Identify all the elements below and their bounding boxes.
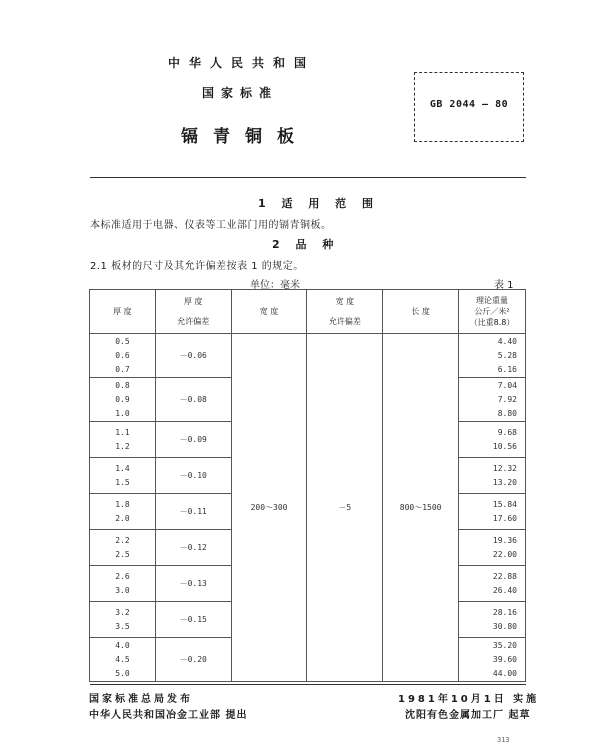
- issuer: 国家标准总局发布: [89, 694, 193, 705]
- thickness-deviation-cell: －0.10: [155, 458, 231, 494]
- thickness-value: 0.5: [115, 336, 130, 346]
- weight-cell: [459, 458, 526, 494]
- header-width: 宽 度: [231, 290, 307, 334]
- weight-value: 22.00: [492, 549, 517, 559]
- header-thickness-deviation: 厚 度 允许偏差: [155, 290, 231, 334]
- weight-value: 5.28: [497, 350, 517, 360]
- thickness-deviation-cell: －0.20: [155, 638, 231, 682]
- top-divider: [90, 177, 526, 178]
- weight-value: 7.04: [497, 380, 517, 390]
- weight-value: 12.32: [492, 463, 517, 473]
- thickness-deviation-cell: －0.08: [155, 378, 231, 422]
- length-cell: 800～1500: [383, 334, 459, 682]
- standard-type: 国家标准: [202, 86, 279, 100]
- weight-value: 35.20: [492, 640, 517, 650]
- thickness-value: 0.9: [115, 394, 130, 404]
- weight-value: 4.40: [497, 336, 517, 346]
- weight-cell: [459, 638, 526, 682]
- section-1-text: 本标准适用于电器、仪表等工业部门用的镉青铜板。: [90, 220, 332, 231]
- thickness-deviation-cell: －0.12: [155, 530, 231, 566]
- thickness-value: 0.8: [115, 380, 130, 390]
- thickness-cell: [90, 378, 156, 422]
- thickness-value: 0.6: [115, 350, 130, 360]
- width-deviation-cell: －5: [307, 334, 383, 682]
- thickness-value: 1.0: [115, 408, 130, 418]
- effective-date: 1981年10月1日 实施: [398, 694, 540, 705]
- section-2-text: 2.1 板材的尺寸及其允许偏差按表 1 的规定。: [90, 261, 304, 272]
- table-row: [90, 334, 526, 378]
- weight-value: 30.80: [492, 621, 517, 631]
- header-length: 长 度: [383, 290, 459, 334]
- weight-value: 39.60: [492, 654, 517, 664]
- thickness-deviation-cell: －0.06: [155, 334, 231, 378]
- proposer: 中华人民共和国冶金工业部 提出: [89, 710, 248, 721]
- thickness-value: 1.1: [115, 427, 130, 437]
- thickness-deviation-cell: －0.09: [155, 422, 231, 458]
- header-thickness: 厚 度: [90, 290, 156, 334]
- header-width-deviation: 宽 度 允许偏差: [307, 290, 383, 334]
- table-label: 表 1: [494, 280, 514, 291]
- weight-value: 10.56: [492, 441, 517, 451]
- thickness-value: 2.6: [115, 571, 130, 581]
- weight-cell: [459, 566, 526, 602]
- weight-value: 22.88: [492, 571, 517, 581]
- thickness-value: 1.4: [115, 463, 130, 473]
- weight-cell: [459, 494, 526, 530]
- weight-value: 13.20: [492, 477, 517, 487]
- section-2-heading: 2 品 种: [272, 238, 340, 251]
- weight-cell: [459, 602, 526, 638]
- section-1-heading: 1 适 用 范 围: [258, 197, 379, 210]
- thickness-value: 1.8: [115, 499, 130, 509]
- thickness-value: 3.2: [115, 607, 130, 617]
- thickness-cell: [90, 458, 156, 494]
- weight-value: 8.80: [497, 408, 517, 418]
- thickness-cell: [90, 602, 156, 638]
- weight-value: 7.92: [497, 394, 517, 404]
- weight-value: 26.40: [492, 585, 517, 595]
- weight-cell: [459, 378, 526, 422]
- drafter: 沈阳有色金属加工厂 起草: [405, 710, 531, 721]
- thickness-value: 0.7: [115, 364, 130, 374]
- thickness-value: 1.5: [115, 477, 130, 487]
- weight-value: 9.68: [497, 427, 517, 437]
- weight-value: 17.60: [492, 513, 517, 523]
- thickness-deviation-cell: －0.11: [155, 494, 231, 530]
- thickness-deviation-cell: －0.13: [155, 566, 231, 602]
- header-weight: 理论重量 公斤／米² （比重8.8）: [459, 290, 526, 334]
- thickness-cell: [90, 494, 156, 530]
- bottom-divider: [90, 684, 526, 685]
- weight-value: 15.84: [492, 499, 517, 509]
- standard-code: GB 2044 — 80: [429, 99, 509, 110]
- thickness-value: 3.0: [115, 585, 130, 595]
- weight-value: 44.00: [492, 668, 517, 678]
- thickness-value: 2.5: [115, 549, 130, 559]
- table-unit: 单位：毫米: [250, 280, 300, 291]
- standard-code-box: [414, 72, 524, 142]
- thickness-cell: [90, 530, 156, 566]
- weight-cell: [459, 422, 526, 458]
- width-cell: 200～300: [231, 334, 307, 682]
- document-title: 镉青铜板: [181, 127, 309, 147]
- page-number: 313: [497, 736, 510, 744]
- thickness-cell: [90, 638, 156, 682]
- table-header-row: [90, 290, 526, 334]
- country-name: 中华人民共和国: [168, 56, 316, 70]
- thickness-value: 4.0: [115, 640, 130, 650]
- weight-cell: [459, 530, 526, 566]
- thickness-value: 2.2: [115, 535, 130, 545]
- dimensions-table: [89, 289, 526, 682]
- thickness-cell: [90, 566, 156, 602]
- thickness-value: 3.5: [115, 621, 130, 631]
- thickness-value: 2.0: [115, 513, 130, 523]
- weight-value: 28.16: [492, 607, 517, 617]
- thickness-value: 4.5: [115, 654, 130, 664]
- weight-value: 19.36: [492, 535, 517, 545]
- weight-value: 6.16: [497, 364, 517, 374]
- thickness-value: 5.0: [115, 668, 130, 678]
- thickness-deviation-cell: －0.15: [155, 602, 231, 638]
- thickness-cell: [90, 334, 156, 378]
- thickness-value: 1.2: [115, 441, 130, 451]
- thickness-cell: [90, 422, 156, 458]
- weight-cell: [459, 334, 526, 378]
